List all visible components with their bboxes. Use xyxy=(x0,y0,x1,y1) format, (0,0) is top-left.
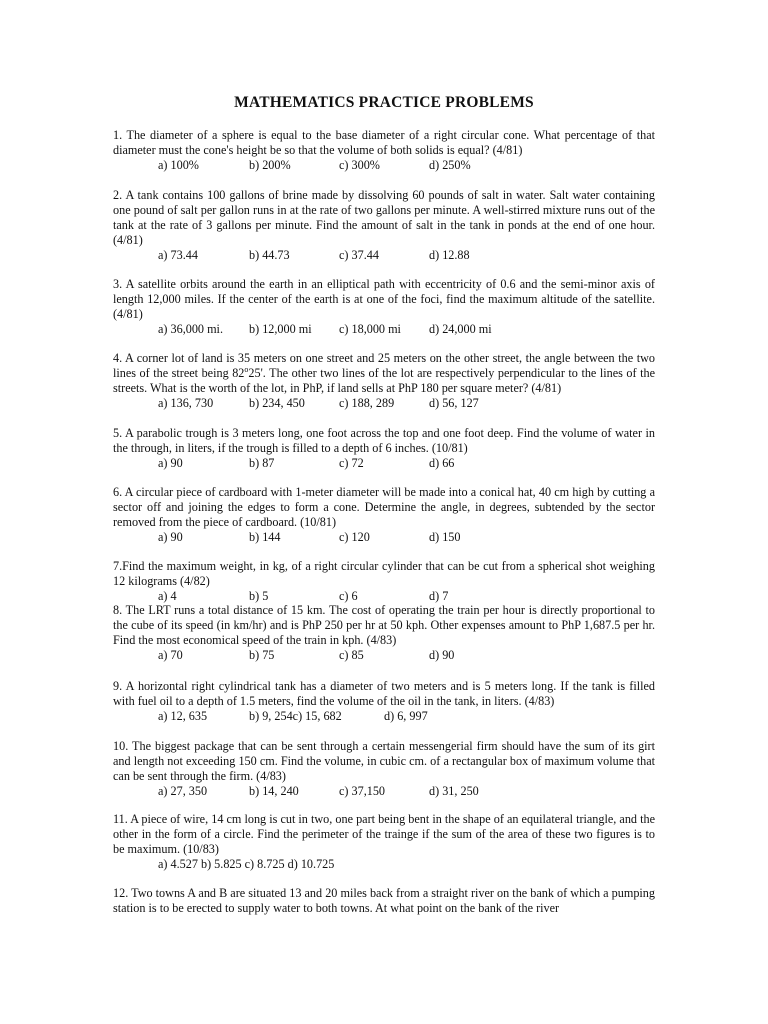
choice-d: d) 31, 250 xyxy=(429,784,479,798)
choice-d: d) 7 xyxy=(429,589,449,603)
choice-a: a) 90 xyxy=(158,530,183,544)
answer-choices xyxy=(113,784,655,799)
choice-c: c) 6 xyxy=(339,589,358,603)
page-title: MATHEMATICS PRACTICE PROBLEMS xyxy=(234,94,534,111)
answer-choices xyxy=(113,709,655,724)
choice-d: d) 24,000 mi xyxy=(429,322,492,336)
choice-d: d) 66 xyxy=(429,456,455,470)
choice-b: b) 75 xyxy=(249,648,275,662)
problem-10 xyxy=(113,739,655,799)
problem-text xyxy=(113,351,655,396)
choice-c: c) 72 xyxy=(339,456,364,470)
choice-c: c) 300% xyxy=(339,158,380,172)
choice-a: a) 12, 635 xyxy=(158,709,208,723)
problem-text: 11. A piece of wire, 14 cm long is cut in two, one part being bent in the shape of an equilateral triangle, and the other in the form of a circle. Find the perimeter of the trainge if the sum of the area of these two figures is to be maximum. (10/83) xyxy=(113,812,655,856)
choice-a: a) 100% xyxy=(158,158,199,172)
choice-a: a) 136, 730 xyxy=(158,396,214,410)
problem-text: 9. A horizontal right cylindrical tank has a diameter of two meters and is 5 meters long. If the tank is filled with fuel oil to a depth of 1.5 meters, find the volume of the oil in the tank, in liters. (4/83) xyxy=(113,679,655,708)
problem-text: 2. A tank contains 100 gallons of brine made by dissolving 60 pounds of salt in water. Salt water containing one pound of salt per gallon runs in at the rate of two gallons per minute. A well-stirred mixture runs out of the tank at the rate of 3 gallons per minute. Find the amount of salt in the tank in ponds at the end of one hour. (4/81) xyxy=(113,188,655,247)
choice-d: d) 6, 997 xyxy=(384,709,428,723)
problem-text: 10. The biggest package that can be sent through a certain messengerial firm should have the sum of its girt and length not exceeding 150 cm. Find the volume, in cubic cm. of a rectangular box of maximum volume that can be sent through the firm. (4/83) xyxy=(113,739,655,783)
problem-4 xyxy=(113,351,655,411)
choice-b: b) 200% xyxy=(249,158,291,172)
problem-text: 8. The LRT runs a total distance of 15 km. The cost of operating the train per hour is directly proportional to the cube of its speed (in km/hr) and is PhP 250 per hr at 50 kph. Other expenses amount to PhP 1,687.5 per hr. Find the most economical speed of the train in kph. (4/83) xyxy=(113,603,655,647)
problem-text-start: 4. A corner lot of land is 35 meters on one street and 25 meters on the other street, the angle between the two lines of the street being 82 xyxy=(113,351,655,380)
answer-choices xyxy=(113,248,655,263)
answer-choices xyxy=(113,589,655,604)
problem-11 xyxy=(113,812,655,872)
problem-text-end: 25'. The other two lines of the lot are respectively perpendicular to the lines of the streets. What is the worth of the lot, in PhP, if land sells at PhP 180 per square meter? (4/81) xyxy=(113,366,655,395)
answer-choices xyxy=(113,322,655,337)
problem-text: 5. A parabolic trough is 3 meters long, one foot across the top and one foot deep. Find the volume of water in the through, in liters, if the trough is filled to a depth of 6 inches. (10/81) xyxy=(113,426,655,455)
problem-1 xyxy=(113,128,655,173)
problem-8 xyxy=(113,603,655,663)
choice-c: c) 188, 289 xyxy=(339,396,395,410)
problem-text: 6. A circular piece of cardboard with 1-meter diameter will be made into a conical hat, 40 cm high by cutting a sector off and joining the edges to form a cone. Determine the angle, in degrees, subtended by the sector removed from the piece of cardboard. (10/81) xyxy=(113,485,655,529)
problem-text: 1. The diameter of a sphere is equal to the base diameter of a right circular cone. What percentage of that diameter must the cone's height be so that the volume of both solids is equal? (4/81) xyxy=(113,128,655,157)
problem-7 xyxy=(113,559,655,604)
choice-d: d) 250% xyxy=(429,158,471,172)
choice-a: a) 27, 350 xyxy=(158,784,208,798)
choice-b: b) 5 xyxy=(249,589,269,603)
choice-c: c) 18,000 mi xyxy=(339,322,401,336)
problem-text: 7.Find the maximum weight, in kg, of a right circular cylinder that can be cut from a spherical shot weighing 12 kilograms (4/82) xyxy=(113,559,655,588)
problem-9 xyxy=(113,679,655,724)
choice-b: b) 14, 240 xyxy=(249,784,299,798)
answer-choices xyxy=(113,396,655,411)
choice-a: a) 90 xyxy=(158,456,183,470)
problem-text: 12. Two towns A and B are situated 13 and 20 miles back from a straight river on the bank of which a pumping station is to be erected to supply water to both towns. At what point on the bank of the river xyxy=(113,886,655,915)
degree-symbol: o xyxy=(244,364,249,374)
choice-b: b) 144 xyxy=(249,530,281,544)
choice-b: b) 87 xyxy=(249,456,275,470)
choice-b: b) 234, 450 xyxy=(249,396,305,410)
problem-3 xyxy=(113,277,655,337)
choice-d: d) 150 xyxy=(429,530,461,544)
problem-text: 3. A satellite orbits around the earth in an elliptical path with eccentricity of 0.6 and the semi-minor axis of length 12,000 miles. If the center of the earth is at one of the foci, find the maximum altitude of the satellite. (4/81) xyxy=(113,277,655,321)
problem-6 xyxy=(113,485,655,545)
answer-choices: a) 4.527 b) 5.825 c) 8.725 d) 10.725 xyxy=(158,857,335,871)
choice-c: c) 85 xyxy=(339,648,364,662)
choice-d: d) 12.88 xyxy=(429,248,470,262)
choice-b: b) 44.73 xyxy=(249,248,290,262)
problem-12 xyxy=(113,886,655,916)
answer-choices xyxy=(113,456,655,471)
answer-choices xyxy=(113,530,655,545)
choice-c: c) 37,150 xyxy=(339,784,386,798)
choice-c: c) 120 xyxy=(339,530,370,544)
choice-d: d) 56, 127 xyxy=(429,396,479,410)
choice-a: a) 4 xyxy=(158,589,177,603)
problem-5 xyxy=(113,426,655,471)
choice-c: c) 37.44 xyxy=(339,248,379,262)
choice-d: d) 90 xyxy=(429,648,455,662)
choice-a: a) 36,000 mi. xyxy=(158,322,223,336)
problem-2 xyxy=(113,188,655,263)
choice-b: b) 12,000 mi xyxy=(249,322,312,336)
choice-a: a) 70 xyxy=(158,648,183,662)
choice-b-c: b) 9, 254c) 15, 682 xyxy=(249,709,342,723)
choice-a: a) 73.44 xyxy=(158,248,198,262)
answer-choices xyxy=(113,648,655,663)
answer-choices xyxy=(113,158,655,173)
